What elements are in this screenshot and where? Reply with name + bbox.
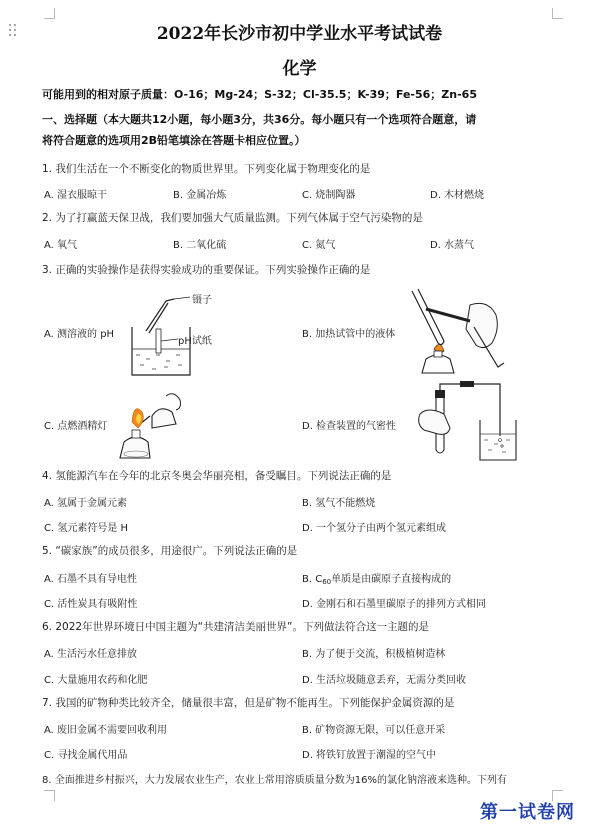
test-tube-icon (400, 285, 510, 377)
q1-option-a[interactable]: A. 湿衣服晾干 (44, 190, 108, 201)
q6-option-d[interactable]: D. 生活垃圾随意丢弃，无需分类回收 (302, 675, 467, 686)
q2-option-d[interactable]: D. 水蒸气 (430, 240, 475, 251)
q2-option-c[interactable]: C. 氮气 (302, 240, 336, 251)
q5-option-d[interactable]: D. 金刚石和石墨里碳原子的排列方式相同 (302, 599, 487, 610)
q3-option-d[interactable]: D. 检查装置的气密性 (302, 421, 397, 432)
question-5-stem: 5. “碳家族”的成员很多，用途很广。下列说法正确的是 (42, 545, 298, 557)
question-2-stem: 2. 为了打赢蓝天保卫战，我们要加强大气质量监测。下列气体属于空气污染物的是 (42, 212, 423, 224)
q5-option-b-suffix: 单质是由碳原子直接构成的 (331, 574, 452, 585)
q5-option-c[interactable]: C. 活性炭具有吸附性 (44, 599, 138, 610)
section-heading-cont: 将符合题意的选项用2B铅笔填涂在答题卡相应位置。） (42, 134, 306, 147)
question-4-stem: 4. 氢能源汽车在今年的北京冬奥会华丽亮相，备受瞩目。下列说法正确的是 (42, 470, 392, 482)
crop-mark (44, 8, 55, 19)
q4-option-c[interactable]: C. 氢元素符号是 H (44, 523, 129, 534)
hand-icon (410, 380, 520, 464)
q5-option-b[interactable] (302, 570, 451, 586)
q7-option-a[interactable]: A. 废旧金属不需要回收利用 (44, 725, 168, 736)
atomic-masses: 可能用到的相对原子质量：O-16；Mg-24；S-32；Cl-35.5；K-39；Fe-56；Zn-65 (42, 88, 477, 101)
q4-option-d[interactable]: D. 一个氢分子由两个氢元素组成 (302, 523, 447, 534)
question-1-stem: 1. 我们生活在一个不断变化的物质世界里。下列变化属于物理变化的是 (42, 163, 371, 175)
q1-option-d[interactable]: D. 木材燃烧 (430, 190, 485, 201)
q7-option-d[interactable]: D. 将铁钉放置于潮湿的空气中 (302, 750, 437, 761)
crop-mark (552, 8, 563, 19)
section-heading: 一、选择题（本大题共12小题，每小题3分，共36分。每小题只有一个选项符合题意，请 (42, 113, 477, 126)
q7-option-b[interactable]: B. 矿物资源无限，可以任意开采 (302, 725, 446, 736)
q5-option-a[interactable]: A. 石墨不具有导电性 (44, 574, 138, 585)
crop-mark (44, 790, 55, 801)
q6-option-a[interactable]: A. 生活污水任意排放 (44, 649, 138, 660)
q2-option-b[interactable]: B. 二氧化硫 (173, 240, 227, 251)
label-ph-paper: pH试纸 (178, 336, 212, 347)
watermark: 第一试卷网 (480, 802, 575, 823)
q1-option-c[interactable]: C. 烧制陶器 (302, 190, 356, 201)
q3-option-a[interactable]: A. 测溶液的 pH (44, 329, 115, 340)
q3-option-b[interactable]: B. 加热试管中的液体 (302, 329, 396, 340)
q4-option-a[interactable]: A. 氢属于金属元素 (44, 498, 128, 509)
alcohol-lamp-icon (110, 384, 190, 462)
q7-option-c[interactable]: C. 寻找金属代用品 (44, 750, 128, 761)
question-8-stem: 8. 全面推进乡村振兴，大力发展农业生产，农业上常用溶质质量分数为16%的氯化钠溶液来选种。下列有 (42, 775, 507, 786)
question-3-stem: 3. 正确的实验操作是获得实验成功的重要保证。下列实验操作正确的是 (42, 264, 371, 276)
question-6-stem: 6. 2022年世界环境日中国主题为“共建清洁美丽世界”。下列做法符合这一主题的是 (42, 621, 429, 633)
q6-option-c[interactable]: C. 大量施用农药和化肥 (44, 675, 148, 686)
q6-option-b[interactable]: B. 为了便于交流，积极植树造林 (302, 649, 446, 660)
q1-option-b[interactable]: B. 金属冶炼 (173, 190, 227, 201)
label-tweezers: 镊子 (192, 295, 212, 306)
q4-option-b[interactable]: B. 氢气不能燃烧 (302, 498, 376, 509)
question-7-stem: 7. 我国的矿物种类比较齐全，储量很丰富，但是矿物不能再生。下列能保护金属资源的是 (42, 697, 455, 709)
q2-option-a[interactable]: A. 氧气 (44, 240, 78, 251)
page-title: 2022年长沙市初中学业水平考试试卷 (156, 24, 443, 44)
q5-option-b-sub: 60 (322, 578, 332, 586)
q5-option-b-prefix: B. C (302, 574, 323, 585)
q3-option-c[interactable]: C. 点燃酒精灯 (44, 421, 108, 432)
subject-title: 化学 (282, 59, 317, 79)
